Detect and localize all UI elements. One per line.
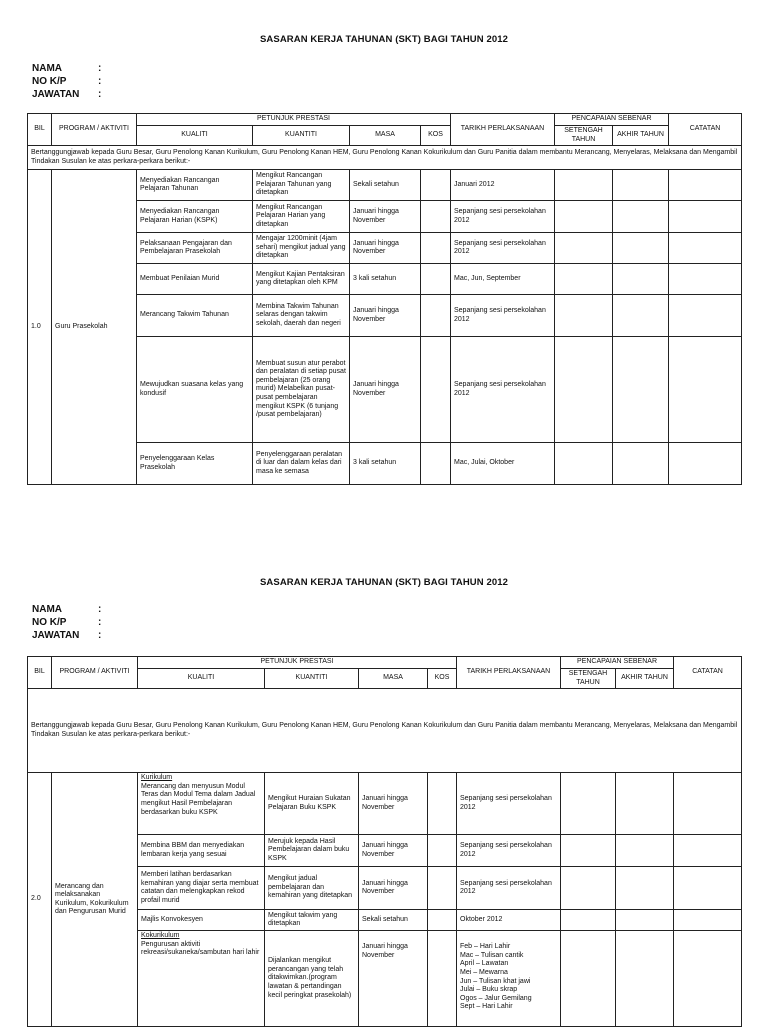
cell-tarikh: Sepanjang sesi persekolahan 2012 [457,773,561,835]
cell-masa: Januari hingga November [359,931,428,1027]
header-kuantiti: KUANTITI [265,669,359,689]
cell-setengah [561,773,616,835]
cell-masa: Januari hingga November [350,295,421,337]
cell-akhir [616,835,674,867]
cell-tarikh: Januari 2012 [451,170,555,201]
header-program: PROGRAM / AKTIVITI [52,114,137,146]
cell-kuantiti: Mengikut Kajian Pentaksiran yang ditetapkan oleh KPM [253,264,350,295]
cell-akhir [613,337,669,443]
cell-akhir [613,170,669,201]
list-item: April – Lawatan [460,960,509,968]
cell-masa: Sekali setahun [350,170,421,201]
field-label: JAWATAN [32,630,80,641]
cell-masa: 3 kali setahun [350,264,421,295]
header-bil: BIL [28,657,52,689]
cell-setengah [555,337,613,443]
cell-catatan [674,835,742,867]
identity-fields-1 [32,62,110,101]
cell-catatan [674,910,742,931]
cell-kos [421,264,451,295]
cell-kos [421,337,451,443]
cell-akhir [616,931,674,1027]
header-kuantiti: KUANTITI [253,126,350,146]
cell-kuantiti: Penyelenggaraan peralatan di luar dan dalam kelas dari masa ke semasa [253,443,350,485]
row-bil: 1.0 [28,170,52,485]
field-jawatan [32,629,110,642]
cell-kos [428,931,457,1027]
field-nama [32,62,110,75]
cell-kualiti: Merancang Takwim Tahunan [137,295,253,337]
header-kos: KOS [421,126,451,146]
cell-masa: Januari hingga November [350,233,421,264]
cell-kualiti: Membuat Penilaian Murid [137,264,253,295]
list-item: Julai – Buku skrap [460,986,518,994]
header-masa: MASA [359,669,428,689]
cell-catatan [669,201,742,233]
cell-tarikh: Sepanjang sesi persekolahan 2012 [457,835,561,867]
cell-kualiti: Majlis Konvokesyen [138,910,265,931]
cell-tarikh: Sepanjang sesi persekolahan 2012 [451,337,555,443]
list-item: Jun – Tulisan khat jawi [460,977,531,985]
header-kualiti: KUALITI [138,669,265,689]
row-program: Merancang dan melaksanakan Kurikulum, Kokurikulum dan Pengurusan Murid [52,773,138,1027]
cell-akhir [613,264,669,295]
cell-kuantiti: Mengajar 1200minit (4jam sehari) mengikut jadual yang ditetapkan [253,233,350,264]
cell-kuantiti: Mengikut jadual pembelajaran dan kemahiran yang ditetapkan [265,867,359,910]
header-akhir: AKHIR TAHUN [613,126,669,146]
field-colon: : [98,617,102,628]
cell-setengah [561,910,616,931]
cell-kos [428,910,457,931]
skt-table-2 [27,656,742,1027]
header-pencapaian: PENCAPAIAN SEBENAR [555,114,669,126]
header-petunjuk: PETUNJUK PRESTASI [137,114,451,126]
field-nokp [32,616,110,629]
header-tarikh: TARIKH PERLAKSANAAN [451,114,555,146]
cell-kualiti: Menyediakan Rancangan Pelajaran Harian (KSPK) [137,201,253,233]
page-title-1: SASARAN KERJA TAHUNAN (SKT) BAGI TAHUN 2012 [260,34,508,45]
header-bil: BIL [28,114,52,146]
cell-tarikh: Oktober 2012 [457,910,561,931]
list-item: Sept – Hari Lahir [460,1003,513,1011]
header-masa: MASA [350,126,421,146]
cell-catatan [669,295,742,337]
cell-catatan [674,867,742,910]
cell-kualiti: Mewujudkan suasana kelas yang kondusif [137,337,253,443]
field-label: NAMA [32,604,62,615]
cell-kos [421,295,451,337]
header-setengah: SETENGAH TAHUN [555,126,613,146]
section-heading-kokurikulum: Kokurikulum [141,932,180,940]
cell-kuantiti: Mengikut Rancangan Pelajaran Tahunan yang ditetapkan [253,170,350,201]
field-colon: : [98,630,102,641]
cell-kualiti [138,931,265,1027]
header-setengah: SETENGAH TAHUN [561,669,616,689]
cell-masa: Sekali setahun [359,910,428,931]
header-tarikh: TARIKH PERLAKSANAAN [457,657,561,689]
cell-akhir [616,773,674,835]
header-kualiti: KUALITI [137,126,253,146]
cell-masa: Januari hingga November [359,867,428,910]
header-catatan: CATATAN [674,657,742,689]
cell-tarikh: Sepanjang sesi persekolahan 2012 [451,201,555,233]
cell-kualiti [138,773,265,835]
cell-kualiti-text: Merancang dan menyusun Modul Teras dan Modul Tema dalam Jadual mengikut Hasil Pembelajaran berdasarkan buku KSPK [141,782,256,816]
cell-kualiti: Penyelenggaraan Kelas Prasekolah [137,443,253,485]
cell-akhir [613,201,669,233]
section-heading-kurikulum: Kurikulum [141,774,173,782]
cell-kualiti: Membina BBM dan menyediakan lembaran kerja yang sesuai [138,835,265,867]
cell-setengah [555,170,613,201]
cell-setengah [561,931,616,1027]
cell-akhir [616,867,674,910]
list-item: Feb – Hari Lahir [460,943,511,951]
field-label: NO K/P [32,76,67,87]
cell-masa: Januari hingga November [359,773,428,835]
cell-tarikh: Sepanjang sesi persekolahan 2012 [457,867,561,910]
cell-setengah [555,233,613,264]
list-item: Ogos – Jalur Gemilang [460,994,532,1002]
cell-akhir [613,233,669,264]
cell-catatan [674,931,742,1027]
header-petunjuk: PETUNJUK PRESTASI [138,657,457,669]
header-akhir: AKHIR TAHUN [616,669,674,689]
skt-table-1 [27,113,742,485]
cell-kuantiti: Membina Takwim Tahunan selaras dengan takwim sekolah, daerah dan negeri [253,295,350,337]
cell-kuantiti: Membuat susun atur perabot dan peralatan di setiap pusat pembelajaran (25 orang murid) Melabelkan pusat-pusat pembelajaran mengikut KSPK (6 tunjang /pusat pembelajaran) [253,337,350,443]
cell-kualiti-text: Pengurusan aktiviti rekreasi/sukaneka/sambutan hari lahir [141,940,260,957]
header-pencapaian: PENCAPAIAN SEBENAR [561,657,674,669]
cell-kos [421,233,451,264]
list-item: Mac – Tulisan cantik [460,951,524,959]
field-colon: : [98,76,102,87]
cell-kos [428,867,457,910]
cell-kualiti: Menyediakan Rancangan Pelajaran Tahunan [137,170,253,201]
cell-akhir [616,910,674,931]
cell-kualiti: Memberi latihan berdasarkan kemahiran yang diajar serta membuat catatan dan melengkapkan rekod profail murid [138,867,265,910]
intro-text-1: Bertanggungjawab kepada Guru Besar, Guru Penolong Kanan Kurikulum, Guru Penolong Kanan HEM, Guru Penolong Kanan Kokurikulum dan Guru Panitia dalam membantu Merancang, Menyelaras, Melaksana dan Mengambil Tindakan Susulan ke atas perkara-perkara berikut:- [28,146,742,170]
cell-masa: 3 kali setahun [350,443,421,485]
cell-kos [421,170,451,201]
header-catatan: CATATAN [669,114,742,146]
cell-setengah [555,295,613,337]
cell-setengah [555,201,613,233]
row-bil: 2.0 [28,773,52,1027]
cell-kualiti: Pelaksanaan Pengajaran dan Pembelajaran Prasekolah [137,233,253,264]
cell-masa: Januari hingga November [359,835,428,867]
cell-kos [428,835,457,867]
cell-tarikh: Sepanjang sesi persekolahan 2012 [451,233,555,264]
row-program: Guru Prasekolah [52,170,137,485]
identity-fields-2 [32,603,110,642]
cell-akhir [613,295,669,337]
cell-catatan [669,337,742,443]
cell-setengah [561,835,616,867]
cell-tarikh: Mac, Jun, September [451,264,555,295]
field-label: NAMA [32,63,62,74]
field-jawatan [32,88,110,101]
cell-kuantiti: Dijalankan mengikut perancangan yang telah ditakwimkan.(program lawatan & pertandingan kecil peringkat prasekolah) [265,931,359,1027]
field-colon: : [98,63,102,74]
cell-catatan [669,170,742,201]
field-colon: : [98,89,102,100]
cell-masa: Januari hingga November [350,337,421,443]
cell-kuantiti: Mengikut takwim yang ditetapkan [265,910,359,931]
cell-kos [421,201,451,233]
cell-akhir [613,443,669,485]
cell-kos [421,443,451,485]
intro-text-2: Bertanggungjawab kepada Guru Besar, Guru Penolong Kanan Kurikulum, Guru Penolong Kanan HEM, Guru Penolong Kanan Kokurikulum dan Guru Panitia dalam membantu Merancang, Menyelaras, Melaksana dan Mengambil Tindakan Susulan ke atas perkara-perkara berikut:- [28,689,742,773]
field-label: NO K/P [32,617,67,628]
cell-setengah [555,443,613,485]
cell-setengah [561,867,616,910]
cell-setengah [555,264,613,295]
cell-masa: Januari hingga November [350,201,421,233]
cell-catatan [674,773,742,835]
cell-tarikh: Mac, Julai, Oktober [451,443,555,485]
cell-kuantiti: Mengikut Rancangan Pelajaran Harian yang ditetapkan [253,201,350,233]
page-title-2: SASARAN KERJA TAHUNAN (SKT) BAGI TAHUN 2012 [260,577,508,588]
cell-catatan [669,443,742,485]
header-program: PROGRAM / AKTIVITI [52,657,138,689]
cell-catatan [669,264,742,295]
field-nama [32,603,110,616]
cell-kuantiti: Merujuk kepada Hasil Pembelajaran dalam buku KSPK [265,835,359,867]
field-label: JAWATAN [32,89,80,100]
field-colon: : [98,604,102,615]
cell-kuantiti: Mengikut Huraian Sukatan Pelajaran Buku KSPK [265,773,359,835]
cell-catatan [669,233,742,264]
list-item: Mei – Mewarna [460,968,508,976]
header-kos: KOS [428,669,457,689]
cell-kos [428,773,457,835]
cell-tarikh [457,931,561,1027]
field-nokp [32,75,110,88]
cell-tarikh: Sepanjang sesi persekolahan 2012 [451,295,555,337]
